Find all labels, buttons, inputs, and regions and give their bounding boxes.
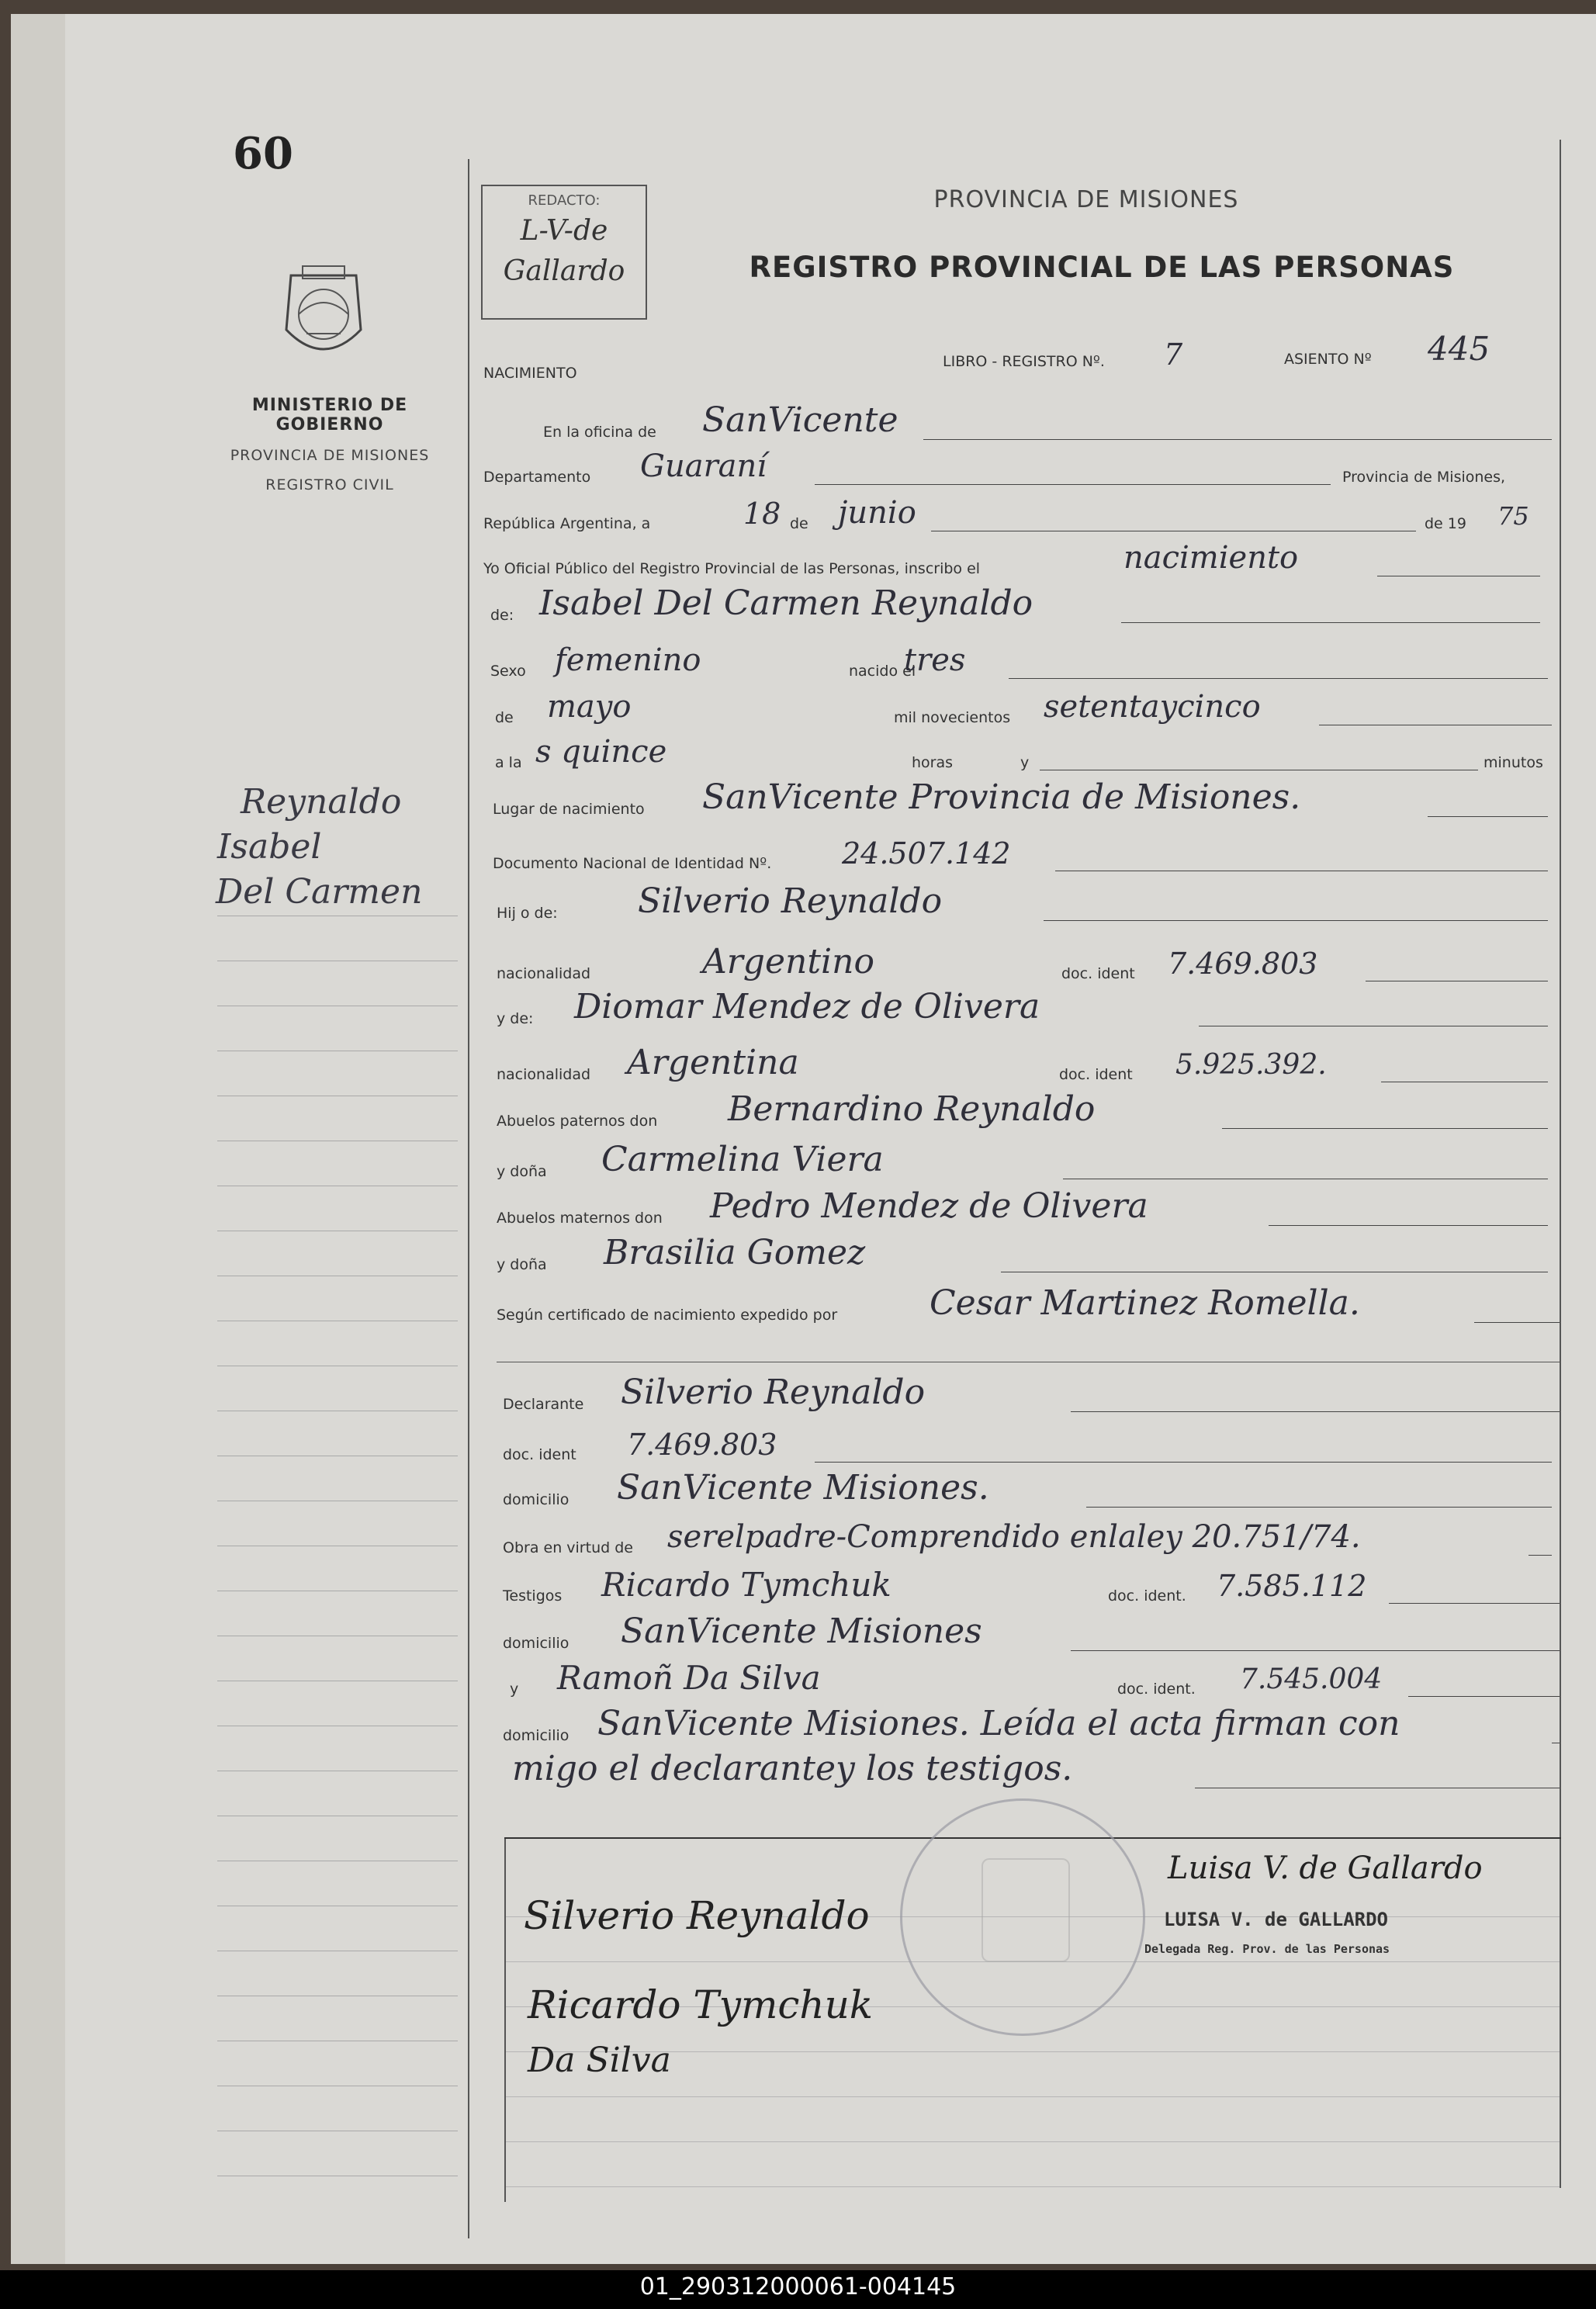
fill-line bbox=[1121, 622, 1540, 623]
field-label-ala-label: a la bbox=[495, 754, 522, 771]
field-value-doct1-value: 7.585.112 bbox=[1217, 1569, 1367, 1603]
ministry-registry: REGISTRO CIVIL bbox=[265, 476, 394, 493]
field-label-doct1-label: doc. ident. bbox=[1108, 1587, 1186, 1605]
field-value-testigo2-value: Ramoñ Da Silva bbox=[557, 1659, 821, 1697]
asiento-value: 445 bbox=[1428, 330, 1490, 368]
field-label-de-label: de bbox=[790, 515, 808, 532]
field-label-yde-label: y de: bbox=[497, 1010, 534, 1027]
field-label-docid2-label: doc. ident bbox=[1059, 1066, 1133, 1083]
officer-name-stamp: LUISA V. de GALLARDO bbox=[1164, 1909, 1388, 1930]
field-label-oficial-label: Yo Oficial Público del Registro Provincial de las Personas, inscribo el bbox=[483, 560, 981, 577]
field-value-abpat2-value: Carmelina Viera bbox=[601, 1140, 884, 1179]
field-label-dom2-label: domicilio bbox=[503, 1727, 570, 1744]
signature-testigo-2: Da Silva bbox=[528, 2041, 671, 2080]
field-value-dom2-value: SanVicente Misiones. Leída el acta firman con bbox=[597, 1704, 1400, 1743]
field-label-nac1-label: nacionalidad bbox=[497, 965, 591, 982]
signature-box-left bbox=[504, 1837, 506, 2202]
field-label-domicilio-label: domicilio bbox=[503, 1491, 570, 1508]
field-label-departamento-label: Departamento bbox=[483, 469, 591, 486]
field-label-y-label: y bbox=[1020, 754, 1030, 771]
field-label-oficina-label: En la oficina de bbox=[543, 424, 656, 441]
field-label-docid-label: doc. ident bbox=[1061, 965, 1135, 982]
field-label-y2-label: y bbox=[510, 1681, 519, 1698]
field-label-obra-label: Obra en virtud de bbox=[503, 1539, 633, 1556]
field-label-dom1-label: domicilio bbox=[503, 1635, 570, 1652]
officer-title-stamp: Delegada Reg. Prov. de las Personas bbox=[1144, 1942, 1390, 1956]
field-label-declarante-label: Declarante bbox=[503, 1396, 584, 1413]
ministry-block bbox=[217, 396, 442, 493]
field-value-dia-value: 18 bbox=[743, 497, 781, 531]
field-label-de3-label: de bbox=[495, 709, 514, 726]
field-label-testigos-label: Testigos bbox=[503, 1587, 563, 1605]
field-value-abmat2-value: Brasilia Gomez bbox=[604, 1233, 866, 1272]
field-value-doc1-value: 7.469.803 bbox=[1168, 947, 1318, 981]
field-value-nac2-value: Argentina bbox=[627, 1043, 799, 1082]
fill-line bbox=[1528, 1555, 1552, 1556]
field-value-hora-value: s quince bbox=[535, 734, 667, 770]
signature-line bbox=[506, 2141, 1560, 2142]
coat-of-arms-icon bbox=[275, 260, 372, 376]
field-label-anio-label: de 19 bbox=[1425, 515, 1466, 532]
fill-line bbox=[1222, 1128, 1548, 1129]
field-value-departamento-value: Guaraní bbox=[640, 448, 767, 484]
field-value-docdecl-value: 7.469.803 bbox=[627, 1428, 777, 1462]
redacto-label: REDACTO: bbox=[528, 192, 601, 209]
libro-value: 7 bbox=[1164, 338, 1183, 372]
field-value-nacido-value: tres bbox=[904, 642, 966, 678]
act-type: NACIMIENTO bbox=[483, 365, 577, 382]
field-value-doc2-value: 5.925.392. bbox=[1175, 1049, 1327, 1081]
province-heading: PROVINCIA DE MISIONES bbox=[933, 186, 1239, 213]
fill-line bbox=[815, 1462, 1552, 1463]
field-value-dni-value: 24.507.142 bbox=[842, 836, 1011, 871]
field-value-closing-value: migo el declarantey los testigos. bbox=[512, 1749, 1073, 1788]
field-value-testigo1-value: Ricardo Tymchuk bbox=[601, 1566, 891, 1604]
field-value-padre-value: Silverio Reynaldo bbox=[638, 881, 943, 921]
official-seal-emblem bbox=[981, 1858, 1070, 1962]
field-value-lugar-value: SanVicente Provincia de Misiones. bbox=[702, 777, 1301, 817]
fill-line bbox=[1071, 1411, 1560, 1412]
fill-line bbox=[1428, 816, 1548, 817]
field-value-declarante-value: Silverio Reynaldo bbox=[621, 1373, 926, 1412]
field-label-horas-label: horas bbox=[912, 754, 954, 771]
field-value-anio-nac-value: setentaycinco bbox=[1044, 689, 1261, 725]
page-number: 60 bbox=[233, 128, 293, 179]
fill-line bbox=[1071, 1650, 1560, 1651]
left-border bbox=[468, 159, 469, 2238]
field-label-de2-label: de: bbox=[490, 607, 514, 624]
field-label-abpat-label: Abuelos paternos don bbox=[497, 1113, 658, 1130]
signature-line bbox=[506, 2186, 1560, 2187]
libro-label: LIBRO - REGISTRO Nº. bbox=[943, 353, 1105, 370]
fill-line bbox=[1389, 1603, 1560, 1604]
fill-line bbox=[1269, 1225, 1548, 1226]
signature-line bbox=[506, 2096, 1560, 2097]
field-value-anio-value: 75 bbox=[1497, 501, 1529, 531]
field-value-dom1-value: SanVicente Misiones bbox=[621, 1611, 982, 1651]
field-label-lugar-label: Lugar de nacimiento bbox=[493, 801, 645, 818]
field-value-doct2-value: 7.545.004 bbox=[1240, 1663, 1383, 1695]
field-label-dni-label: Documento Nacional de Identidad Nº. bbox=[493, 855, 772, 872]
field-label-sexo-label: Sexo bbox=[490, 663, 526, 680]
field-value-nac1-value: Argentino bbox=[702, 942, 874, 981]
redacto-value: L-V-de bbox=[520, 215, 608, 247]
fill-line bbox=[923, 439, 1552, 440]
fill-line bbox=[1086, 1507, 1552, 1508]
registry-title: REGISTRO PROVINCIAL DE LAS PERSONAS bbox=[749, 251, 1455, 284]
field-label-republica-label: República Argentina, a bbox=[483, 515, 651, 532]
field-label-nac2-label: nacionalidad bbox=[497, 1066, 591, 1083]
margin-note-line: Del Carmen bbox=[216, 872, 423, 912]
field-value-sexo-value: femenino bbox=[555, 642, 701, 678]
margin-note bbox=[217, 780, 422, 915]
ministry-province: PROVINCIA DE MISIONES bbox=[230, 447, 430, 464]
field-value-mes-nac-value: mayo bbox=[547, 689, 632, 725]
margin-note-line: Isabel bbox=[217, 827, 322, 867]
document-id: 01_290312000061-004145 bbox=[639, 2273, 957, 2300]
fill-line bbox=[1044, 920, 1548, 921]
fill-line bbox=[1408, 1696, 1560, 1697]
field-value-madre-value: Diomar Mendez de Olivera bbox=[574, 987, 1040, 1026]
redacto-box bbox=[481, 185, 647, 320]
signature-officer: Luisa V. de Gallardo bbox=[1168, 1850, 1483, 1886]
field-label-hijo-label: Hij o de: bbox=[497, 905, 558, 922]
margin-note-line: Reynaldo bbox=[241, 782, 402, 822]
fill-line bbox=[1009, 678, 1548, 679]
signature-declarante: Silverio Reynaldo bbox=[524, 1893, 870, 1938]
field-value-abmat-value: Pedro Mendez de Olivera bbox=[710, 1186, 1148, 1226]
signature-testigo-1: Ricardo Tymchuk bbox=[528, 1982, 874, 2027]
field-label-docdecl-label: doc. ident bbox=[503, 1446, 576, 1463]
asiento-label: ASIENTO Nº bbox=[1284, 351, 1372, 368]
field-value-cert-value: Cesar Martinez Romella. bbox=[930, 1283, 1360, 1323]
fill-line bbox=[1474, 1322, 1560, 1323]
field-value-obra-value: serelpadre-Comprendido enlaley 20.751/74. bbox=[667, 1519, 1361, 1555]
ministry-title: MINISTERIO DE GOBIERNO bbox=[251, 396, 408, 434]
field-label-ydona1-label: y doña bbox=[497, 1163, 547, 1180]
redacto-value: Gallardo bbox=[503, 255, 625, 287]
field-label-nacido-label: nacido el bbox=[849, 663, 916, 680]
field-value-abpat-value: Bernardino Reynaldo bbox=[728, 1089, 1096, 1129]
field-value-nombre-value: Isabel Del Carmen Reynaldo bbox=[539, 583, 1033, 623]
field-value-inscribo-value: nacimiento bbox=[1123, 540, 1299, 576]
field-value-oficina-value: SanVicente bbox=[702, 400, 898, 440]
field-label-cert-label: Según certificado de nacimiento expedido por bbox=[497, 1307, 838, 1324]
field-label-doct2-label: doc. ident. bbox=[1117, 1681, 1196, 1698]
right-border bbox=[1560, 140, 1561, 2188]
field-label-abmat-label: Abuelos maternos don bbox=[497, 1210, 663, 1227]
field-label-milnov-label: mil novecientos bbox=[894, 709, 1011, 726]
field-label-minutos-label: minutos bbox=[1483, 754, 1543, 771]
field-label-provincia-suffix: Provincia de Misiones, bbox=[1342, 469, 1506, 486]
fill-line bbox=[815, 484, 1331, 485]
field-label-ydona2-label: y doña bbox=[497, 1256, 547, 1273]
field-value-mes-value: junio bbox=[838, 495, 916, 531]
field-value-domicilio-value: SanVicente Misiones. bbox=[617, 1468, 989, 1508]
